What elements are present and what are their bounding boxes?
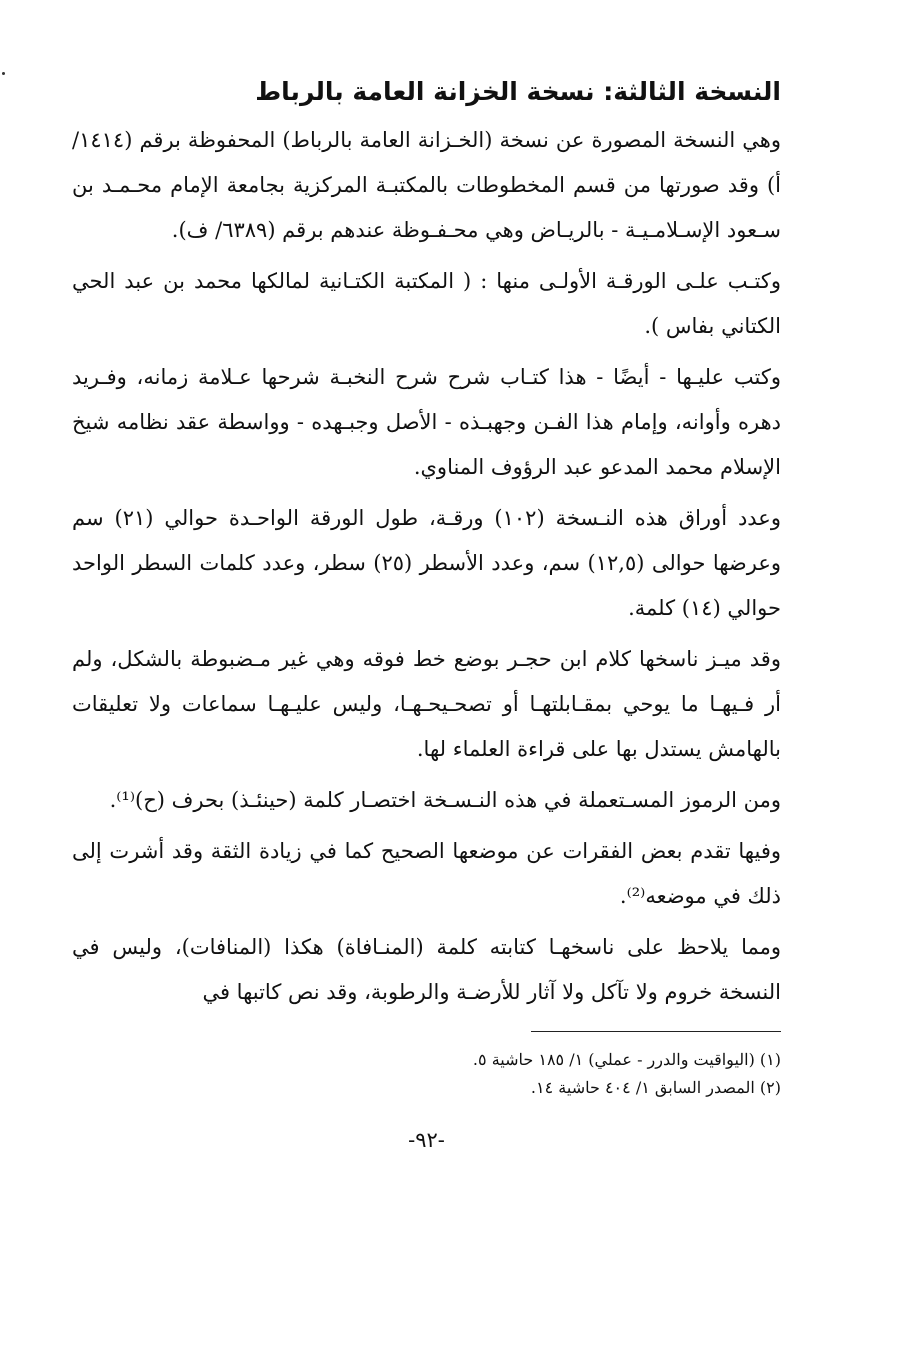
footnote-separator xyxy=(531,1031,781,1032)
page-number: -٩٢- xyxy=(408,1128,445,1152)
paragraph-6: ومن الرموز المسـتعملة في هذه النـسـخة اختصـار كلمة (حينئـذ) بحرف (ح)⁽¹⁾. xyxy=(109,788,781,812)
paragraph-1: وهي النسخة المصورة عن نسخة (الخـزانة العامة بالرباط) المحفوظة برقم (١٤١٤/أ) وقد صورتها من قسم المخطوطات بالمكتبـة المركزية بجامعة الإمام محـمـد بن سـعود الإسـلامـيـة - بالريـاض وهي محـفـوظة عندهم برقم (٦٣٨٩/ ف). xyxy=(72,128,781,242)
paragraph-8: ومما يلاحظ على ناسخهـا كتابته كلمة (المنـافاة) هكذا (المنافات)، وليس في النسخة خروم ولا تآكل ولا آثار للأرضـة والرطوبة، وقد نص كاتبها في xyxy=(72,935,782,1004)
paragraph-7: وفيها تقدم بعض الفقرات عن موضعها الصحيح كما في زيادة الثقة وقد أشرت إلى ذلك في موضعه⁽²⁾. xyxy=(72,839,781,908)
scan-speck xyxy=(2,72,5,75)
paragraph-3: وكتب عليـها - أيضًا - هذا كتـاب شرح شرح النخبـة شرحها عـلامة زمانه، وفـريد دهره وأوانه، وإمام هذا الفـن وجهبـذه - الأصل وجبـهده - وواسطة عقد نظامه شيخ الإسلام محمد المدعو عبد الرؤوف المناوي. xyxy=(72,365,781,479)
paragraph-4: وعدد أوراق هذه النـسخة (١٠٢) ورقـة، طول الورقة الواحـدة حوالي (٢١) سم وعرضها حوالى (١٢,٥) سم، وعدد الأسطر (٢٥) سطر، وعدد كلمات السطر الواحد حوالي (١٤) كلمة. xyxy=(72,506,782,620)
footnote-2: (٢) المصدر السابق ١/ ٤٠٤ حاشية ١٤. xyxy=(530,1078,781,1097)
section-heading: النسخة الثالثة: نسخة الخزانة العامة بالرباط xyxy=(255,77,781,106)
paragraph-5: وقد ميـز ناسخها كلام ابن حجـر بوضع خط فوقه وهي غير مـضبوطة بالشكل، ولم أر فـيهـا ما يوحي بمقـابلتهـا أو تصحـيحـهـا، وليس عليـهـا سماعات ولا تعليقات بالهامش يستدل بها على قراءة العلماء لها. xyxy=(72,647,781,761)
footnote-1: (١) (اليواقيت والدرر - عملي) ١/ ١٨٥ حاشية ٥. xyxy=(472,1050,781,1069)
paragraph-2: وكتـب علـى الورقـة الأولـى منها : ( المكتبة الكتـانية لمالكها محمد بن عبد الحي الكتاني بفاس ). xyxy=(72,269,781,338)
